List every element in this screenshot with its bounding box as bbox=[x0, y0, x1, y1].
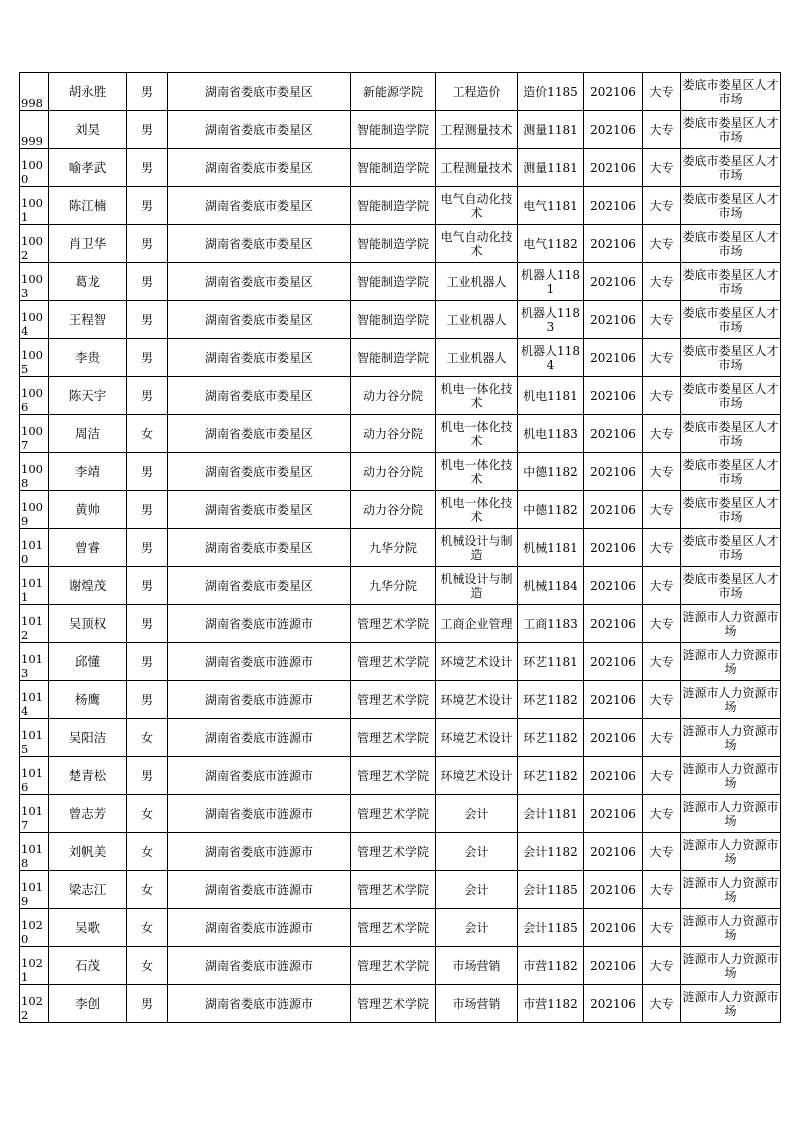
origin-place-cell: 湖南省娄底市涟源市 bbox=[168, 643, 351, 681]
row-number-cell: 1004 bbox=[20, 301, 49, 339]
student-name-cell: 杨鹰 bbox=[49, 681, 127, 719]
talent-market-cell: 涟源市人力资源市场 bbox=[681, 681, 781, 719]
graduation-date-cell: 202106 bbox=[584, 453, 643, 491]
student-name-cell: 陈江楠 bbox=[49, 187, 127, 225]
table-row bbox=[20, 681, 781, 719]
class-name-cell: 工商1183 bbox=[518, 605, 584, 643]
college-name-cell: 管理艺术学院 bbox=[351, 719, 436, 757]
table-row bbox=[20, 643, 781, 681]
graduation-date-cell: 202106 bbox=[584, 529, 643, 567]
college-name-cell: 管理艺术学院 bbox=[351, 947, 436, 985]
college-name-cell: 智能制造学院 bbox=[351, 111, 436, 149]
graduation-date-cell: 202106 bbox=[584, 757, 643, 795]
class-name-cell: 中德1182 bbox=[518, 453, 584, 491]
table-row bbox=[20, 149, 781, 187]
education-level-cell: 大专 bbox=[643, 339, 681, 377]
table-row bbox=[20, 377, 781, 415]
education-level-cell: 大专 bbox=[643, 985, 681, 1023]
row-number-cell: 999 bbox=[20, 111, 49, 149]
origin-place-cell: 湖南省娄底市娄星区 bbox=[168, 111, 351, 149]
origin-place-cell: 湖南省娄底市娄星区 bbox=[168, 453, 351, 491]
origin-place-cell: 湖南省娄底市娄星区 bbox=[168, 225, 351, 263]
row-number-cell: 1007 bbox=[20, 415, 49, 453]
major-name-cell: 工程测量技术 bbox=[436, 111, 518, 149]
class-name-cell: 市营1182 bbox=[518, 947, 584, 985]
education-level-cell: 大专 bbox=[643, 719, 681, 757]
major-name-cell: 机械设计与制造 bbox=[436, 567, 518, 605]
origin-place-cell: 湖南省娄底市娄星区 bbox=[168, 415, 351, 453]
college-name-cell: 管理艺术学院 bbox=[351, 643, 436, 681]
talent-market-cell: 娄底市娄星区人才市场 bbox=[681, 567, 781, 605]
student-name-cell: 吴顶权 bbox=[49, 605, 127, 643]
college-name-cell: 管理艺术学院 bbox=[351, 871, 436, 909]
student-name-cell: 胡永胜 bbox=[49, 73, 127, 111]
talent-market-cell: 娄底市娄星区人才市场 bbox=[681, 377, 781, 415]
row-number-cell: 1003 bbox=[20, 263, 49, 301]
class-name-cell: 会计1182 bbox=[518, 833, 584, 871]
education-level-cell: 大专 bbox=[643, 453, 681, 491]
college-name-cell: 智能制造学院 bbox=[351, 263, 436, 301]
major-name-cell: 会计 bbox=[436, 871, 518, 909]
education-level-cell: 大专 bbox=[643, 377, 681, 415]
college-name-cell: 管理艺术学院 bbox=[351, 909, 436, 947]
education-level-cell: 大专 bbox=[643, 263, 681, 301]
graduation-date-cell: 202106 bbox=[584, 415, 643, 453]
gender-cell: 男 bbox=[127, 111, 168, 149]
education-level-cell: 大专 bbox=[643, 187, 681, 225]
gender-cell: 男 bbox=[127, 681, 168, 719]
major-name-cell: 机械设计与制造 bbox=[436, 529, 518, 567]
talent-market-cell: 涟源市人力资源市场 bbox=[681, 605, 781, 643]
class-name-cell: 机器人1181 bbox=[518, 263, 584, 301]
table-row bbox=[20, 111, 781, 149]
education-level-cell: 大专 bbox=[643, 871, 681, 909]
education-level-cell: 大专 bbox=[643, 795, 681, 833]
education-level-cell: 大专 bbox=[643, 225, 681, 263]
education-level-cell: 大专 bbox=[643, 605, 681, 643]
college-name-cell: 管理艺术学院 bbox=[351, 833, 436, 871]
graduation-date-cell: 202106 bbox=[584, 947, 643, 985]
college-name-cell: 管理艺术学院 bbox=[351, 985, 436, 1023]
college-name-cell: 管理艺术学院 bbox=[351, 605, 436, 643]
gender-cell: 男 bbox=[127, 377, 168, 415]
row-number-cell: 1010 bbox=[20, 529, 49, 567]
row-number-cell: 1021 bbox=[20, 947, 49, 985]
origin-place-cell: 湖南省娄底市娄星区 bbox=[168, 529, 351, 567]
row-number-cell: 1022 bbox=[20, 985, 49, 1023]
row-number-cell: 1008 bbox=[20, 453, 49, 491]
table-row bbox=[20, 415, 781, 453]
graduation-date-cell: 202106 bbox=[584, 795, 643, 833]
student-name-cell: 喻孝武 bbox=[49, 149, 127, 187]
row-number-cell: 1002 bbox=[20, 225, 49, 263]
gender-cell: 男 bbox=[127, 225, 168, 263]
gender-cell: 男 bbox=[127, 985, 168, 1023]
talent-market-cell: 娄底市娄星区人才市场 bbox=[681, 415, 781, 453]
student-name-cell: 刘帆美 bbox=[49, 833, 127, 871]
major-name-cell: 电气自动化技术 bbox=[436, 225, 518, 263]
talent-market-cell: 娄底市娄星区人才市场 bbox=[681, 491, 781, 529]
graduation-date-cell: 202106 bbox=[584, 377, 643, 415]
graduation-date-cell: 202106 bbox=[584, 719, 643, 757]
gender-cell: 男 bbox=[127, 339, 168, 377]
gender-cell: 男 bbox=[127, 149, 168, 187]
talent-market-cell: 娄底市娄星区人才市场 bbox=[681, 149, 781, 187]
student-name-cell: 邱懂 bbox=[49, 643, 127, 681]
table-row bbox=[20, 833, 781, 871]
row-number-cell: 1011 bbox=[20, 567, 49, 605]
talent-market-cell: 娄底市娄星区人才市场 bbox=[681, 187, 781, 225]
class-name-cell: 环艺1182 bbox=[518, 757, 584, 795]
college-name-cell: 动力谷分院 bbox=[351, 453, 436, 491]
origin-place-cell: 湖南省娄底市娄星区 bbox=[168, 491, 351, 529]
table-body bbox=[20, 73, 781, 1023]
college-name-cell: 智能制造学院 bbox=[351, 339, 436, 377]
graduation-date-cell: 202106 bbox=[584, 111, 643, 149]
gender-cell: 男 bbox=[127, 453, 168, 491]
education-level-cell: 大专 bbox=[643, 111, 681, 149]
graduation-date-cell: 202106 bbox=[584, 339, 643, 377]
student-name-cell: 周洁 bbox=[49, 415, 127, 453]
class-name-cell: 环艺1182 bbox=[518, 681, 584, 719]
class-name-cell: 环艺1181 bbox=[518, 643, 584, 681]
major-name-cell: 会计 bbox=[436, 833, 518, 871]
origin-place-cell: 湖南省娄底市娄星区 bbox=[168, 301, 351, 339]
row-number-cell: 1019 bbox=[20, 871, 49, 909]
student-name-cell: 谢煌茂 bbox=[49, 567, 127, 605]
origin-place-cell: 湖南省娄底市涟源市 bbox=[168, 605, 351, 643]
major-name-cell: 环境艺术设计 bbox=[436, 681, 518, 719]
major-name-cell: 机电一体化技术 bbox=[436, 453, 518, 491]
talent-market-cell: 涟源市人力资源市场 bbox=[681, 719, 781, 757]
gender-cell: 女 bbox=[127, 415, 168, 453]
origin-place-cell: 湖南省娄底市涟源市 bbox=[168, 719, 351, 757]
graduation-date-cell: 202106 bbox=[584, 301, 643, 339]
table-row bbox=[20, 757, 781, 795]
major-name-cell: 机电一体化技术 bbox=[436, 491, 518, 529]
table-row bbox=[20, 605, 781, 643]
graduation-date-cell: 202106 bbox=[584, 909, 643, 947]
gender-cell: 男 bbox=[127, 567, 168, 605]
college-name-cell: 智能制造学院 bbox=[351, 187, 436, 225]
class-name-cell: 造价1185 bbox=[518, 73, 584, 111]
gender-cell: 女 bbox=[127, 795, 168, 833]
row-number-cell: 998 bbox=[20, 73, 49, 111]
table-row bbox=[20, 453, 781, 491]
talent-market-cell: 涟源市人力资源市场 bbox=[681, 871, 781, 909]
college-name-cell: 智能制造学院 bbox=[351, 301, 436, 339]
student-name-cell: 李靖 bbox=[49, 453, 127, 491]
student-name-cell: 吴阳洁 bbox=[49, 719, 127, 757]
college-name-cell: 动力谷分院 bbox=[351, 415, 436, 453]
class-name-cell: 机器人1184 bbox=[518, 339, 584, 377]
table-row bbox=[20, 263, 781, 301]
gender-cell: 男 bbox=[127, 187, 168, 225]
major-name-cell: 工业机器人 bbox=[436, 263, 518, 301]
student-name-cell: 吴歌 bbox=[49, 909, 127, 947]
row-number-cell: 1009 bbox=[20, 491, 49, 529]
graduation-date-cell: 202106 bbox=[584, 833, 643, 871]
graduate-roster-table bbox=[19, 72, 781, 1023]
table-row bbox=[20, 339, 781, 377]
origin-place-cell: 湖南省娄底市娄星区 bbox=[168, 73, 351, 111]
table-row bbox=[20, 529, 781, 567]
table-row bbox=[20, 73, 781, 111]
class-name-cell: 测量1181 bbox=[518, 149, 584, 187]
class-name-cell: 机器人1183 bbox=[518, 301, 584, 339]
class-name-cell: 机械1184 bbox=[518, 567, 584, 605]
origin-place-cell: 湖南省娄底市娄星区 bbox=[168, 149, 351, 187]
class-name-cell: 会计1185 bbox=[518, 871, 584, 909]
class-name-cell: 测量1181 bbox=[518, 111, 584, 149]
row-number-cell: 1017 bbox=[20, 795, 49, 833]
student-name-cell: 葛龙 bbox=[49, 263, 127, 301]
gender-cell: 女 bbox=[127, 871, 168, 909]
talent-market-cell: 娄底市娄星区人才市场 bbox=[681, 339, 781, 377]
graduation-date-cell: 202106 bbox=[584, 187, 643, 225]
origin-place-cell: 湖南省娄底市涟源市 bbox=[168, 871, 351, 909]
talent-market-cell: 涟源市人力资源市场 bbox=[681, 947, 781, 985]
gender-cell: 女 bbox=[127, 833, 168, 871]
college-name-cell: 管理艺术学院 bbox=[351, 757, 436, 795]
row-number-cell: 1001 bbox=[20, 187, 49, 225]
table-row bbox=[20, 909, 781, 947]
row-number-cell: 1006 bbox=[20, 377, 49, 415]
talent-market-cell: 娄底市娄星区人才市场 bbox=[681, 73, 781, 111]
college-name-cell: 动力谷分院 bbox=[351, 491, 436, 529]
graduation-date-cell: 202106 bbox=[584, 73, 643, 111]
major-name-cell: 工业机器人 bbox=[436, 301, 518, 339]
major-name-cell: 工程造价 bbox=[436, 73, 518, 111]
major-name-cell: 环境艺术设计 bbox=[436, 643, 518, 681]
college-name-cell: 管理艺术学院 bbox=[351, 681, 436, 719]
row-number-cell: 1005 bbox=[20, 339, 49, 377]
row-number-cell: 1018 bbox=[20, 833, 49, 871]
major-name-cell: 电气自动化技术 bbox=[436, 187, 518, 225]
gender-cell: 男 bbox=[127, 643, 168, 681]
gender-cell: 男 bbox=[127, 491, 168, 529]
talent-market-cell: 娄底市娄星区人才市场 bbox=[681, 453, 781, 491]
origin-place-cell: 湖南省娄底市涟源市 bbox=[168, 681, 351, 719]
college-name-cell: 智能制造学院 bbox=[351, 149, 436, 187]
table-row bbox=[20, 871, 781, 909]
table-row bbox=[20, 187, 781, 225]
education-level-cell: 大专 bbox=[643, 73, 681, 111]
student-name-cell: 曾志芳 bbox=[49, 795, 127, 833]
student-name-cell: 李创 bbox=[49, 985, 127, 1023]
education-level-cell: 大专 bbox=[643, 149, 681, 187]
table-row bbox=[20, 947, 781, 985]
origin-place-cell: 湖南省娄底市娄星区 bbox=[168, 339, 351, 377]
origin-place-cell: 湖南省娄底市涟源市 bbox=[168, 757, 351, 795]
graduation-date-cell: 202106 bbox=[584, 871, 643, 909]
education-level-cell: 大专 bbox=[643, 491, 681, 529]
row-number-cell: 1014 bbox=[20, 681, 49, 719]
origin-place-cell: 湖南省娄底市涟源市 bbox=[168, 795, 351, 833]
major-name-cell: 市场营销 bbox=[436, 947, 518, 985]
major-name-cell: 机电一体化技术 bbox=[436, 377, 518, 415]
talent-market-cell: 涟源市人力资源市场 bbox=[681, 985, 781, 1023]
table-row bbox=[20, 301, 781, 339]
education-level-cell: 大专 bbox=[643, 567, 681, 605]
student-name-cell: 黄帅 bbox=[49, 491, 127, 529]
gender-cell: 男 bbox=[127, 263, 168, 301]
talent-market-cell: 涟源市人力资源市场 bbox=[681, 643, 781, 681]
college-name-cell: 九华分院 bbox=[351, 567, 436, 605]
education-level-cell: 大专 bbox=[643, 757, 681, 795]
major-name-cell: 工业机器人 bbox=[436, 339, 518, 377]
gender-cell: 女 bbox=[127, 947, 168, 985]
gender-cell: 男 bbox=[127, 757, 168, 795]
talent-market-cell: 娄底市娄星区人才市场 bbox=[681, 111, 781, 149]
major-name-cell: 工商企业管理 bbox=[436, 605, 518, 643]
table-row bbox=[20, 567, 781, 605]
class-name-cell: 会计1181 bbox=[518, 795, 584, 833]
college-name-cell: 智能制造学院 bbox=[351, 225, 436, 263]
student-name-cell: 石茂 bbox=[49, 947, 127, 985]
class-name-cell: 电气1182 bbox=[518, 225, 584, 263]
class-name-cell: 市营1182 bbox=[518, 985, 584, 1023]
major-name-cell: 机电一体化技术 bbox=[436, 415, 518, 453]
origin-place-cell: 湖南省娄底市涟源市 bbox=[168, 947, 351, 985]
gender-cell: 女 bbox=[127, 719, 168, 757]
major-name-cell: 环境艺术设计 bbox=[436, 719, 518, 757]
graduation-date-cell: 202106 bbox=[584, 681, 643, 719]
student-name-cell: 梁志江 bbox=[49, 871, 127, 909]
table-row bbox=[20, 225, 781, 263]
major-name-cell: 环境艺术设计 bbox=[436, 757, 518, 795]
education-level-cell: 大专 bbox=[643, 301, 681, 339]
graduation-date-cell: 202106 bbox=[584, 985, 643, 1023]
gender-cell: 男 bbox=[127, 301, 168, 339]
origin-place-cell: 湖南省娄底市娄星区 bbox=[168, 263, 351, 301]
talent-market-cell: 涟源市人力资源市场 bbox=[681, 795, 781, 833]
talent-market-cell: 涟源市人力资源市场 bbox=[681, 757, 781, 795]
class-name-cell: 中德1182 bbox=[518, 491, 584, 529]
row-number-cell: 1013 bbox=[20, 643, 49, 681]
graduation-date-cell: 202106 bbox=[584, 263, 643, 301]
graduation-date-cell: 202106 bbox=[584, 149, 643, 187]
class-name-cell: 机电1181 bbox=[518, 377, 584, 415]
row-number-cell: 1015 bbox=[20, 719, 49, 757]
talent-market-cell: 娄底市娄星区人才市场 bbox=[681, 301, 781, 339]
row-number-cell: 1020 bbox=[20, 909, 49, 947]
class-name-cell: 机械1181 bbox=[518, 529, 584, 567]
gender-cell: 男 bbox=[127, 529, 168, 567]
gender-cell: 男 bbox=[127, 73, 168, 111]
graduation-date-cell: 202106 bbox=[584, 491, 643, 529]
college-name-cell: 动力谷分院 bbox=[351, 377, 436, 415]
origin-place-cell: 湖南省娄底市涟源市 bbox=[168, 985, 351, 1023]
education-level-cell: 大专 bbox=[643, 909, 681, 947]
talent-market-cell: 娄底市娄星区人才市场 bbox=[681, 263, 781, 301]
origin-place-cell: 湖南省娄底市涟源市 bbox=[168, 909, 351, 947]
class-name-cell: 电气1181 bbox=[518, 187, 584, 225]
college-name-cell: 九华分院 bbox=[351, 529, 436, 567]
student-name-cell: 曾睿 bbox=[49, 529, 127, 567]
class-name-cell: 机电1183 bbox=[518, 415, 584, 453]
education-level-cell: 大专 bbox=[643, 529, 681, 567]
origin-place-cell: 湖南省娄底市娄星区 bbox=[168, 377, 351, 415]
talent-market-cell: 涟源市人力资源市场 bbox=[681, 833, 781, 871]
student-name-cell: 楚青松 bbox=[49, 757, 127, 795]
education-level-cell: 大专 bbox=[643, 415, 681, 453]
student-name-cell: 刘昊 bbox=[49, 111, 127, 149]
gender-cell: 女 bbox=[127, 909, 168, 947]
college-name-cell: 新能源学院 bbox=[351, 73, 436, 111]
row-number-cell: 1016 bbox=[20, 757, 49, 795]
major-name-cell: 工程测量技术 bbox=[436, 149, 518, 187]
graduation-date-cell: 202106 bbox=[584, 567, 643, 605]
class-name-cell: 会计1185 bbox=[518, 909, 584, 947]
college-name-cell: 管理艺术学院 bbox=[351, 795, 436, 833]
origin-place-cell: 湖南省娄底市涟源市 bbox=[168, 833, 351, 871]
row-number-cell: 1012 bbox=[20, 605, 49, 643]
major-name-cell: 会计 bbox=[436, 909, 518, 947]
table-row bbox=[20, 491, 781, 529]
talent-market-cell: 涟源市人力资源市场 bbox=[681, 909, 781, 947]
major-name-cell: 市场营销 bbox=[436, 985, 518, 1023]
student-name-cell: 李贵 bbox=[49, 339, 127, 377]
table-row bbox=[20, 719, 781, 757]
student-name-cell: 肖卫华 bbox=[49, 225, 127, 263]
origin-place-cell: 湖南省娄底市娄星区 bbox=[168, 187, 351, 225]
graduation-date-cell: 202106 bbox=[584, 225, 643, 263]
major-name-cell: 会计 bbox=[436, 795, 518, 833]
graduation-date-cell: 202106 bbox=[584, 605, 643, 643]
origin-place-cell: 湖南省娄底市娄星区 bbox=[168, 567, 351, 605]
table-row bbox=[20, 795, 781, 833]
talent-market-cell: 娄底市娄星区人才市场 bbox=[681, 529, 781, 567]
class-name-cell: 环艺1182 bbox=[518, 719, 584, 757]
education-level-cell: 大专 bbox=[643, 947, 681, 985]
row-number-cell: 1000 bbox=[20, 149, 49, 187]
table-row bbox=[20, 985, 781, 1023]
gender-cell: 男 bbox=[127, 605, 168, 643]
education-level-cell: 大专 bbox=[643, 833, 681, 871]
education-level-cell: 大专 bbox=[643, 681, 681, 719]
student-name-cell: 王程智 bbox=[49, 301, 127, 339]
talent-market-cell: 娄底市娄星区人才市场 bbox=[681, 225, 781, 263]
education-level-cell: 大专 bbox=[643, 643, 681, 681]
graduation-date-cell: 202106 bbox=[584, 643, 643, 681]
student-name-cell: 陈天宇 bbox=[49, 377, 127, 415]
